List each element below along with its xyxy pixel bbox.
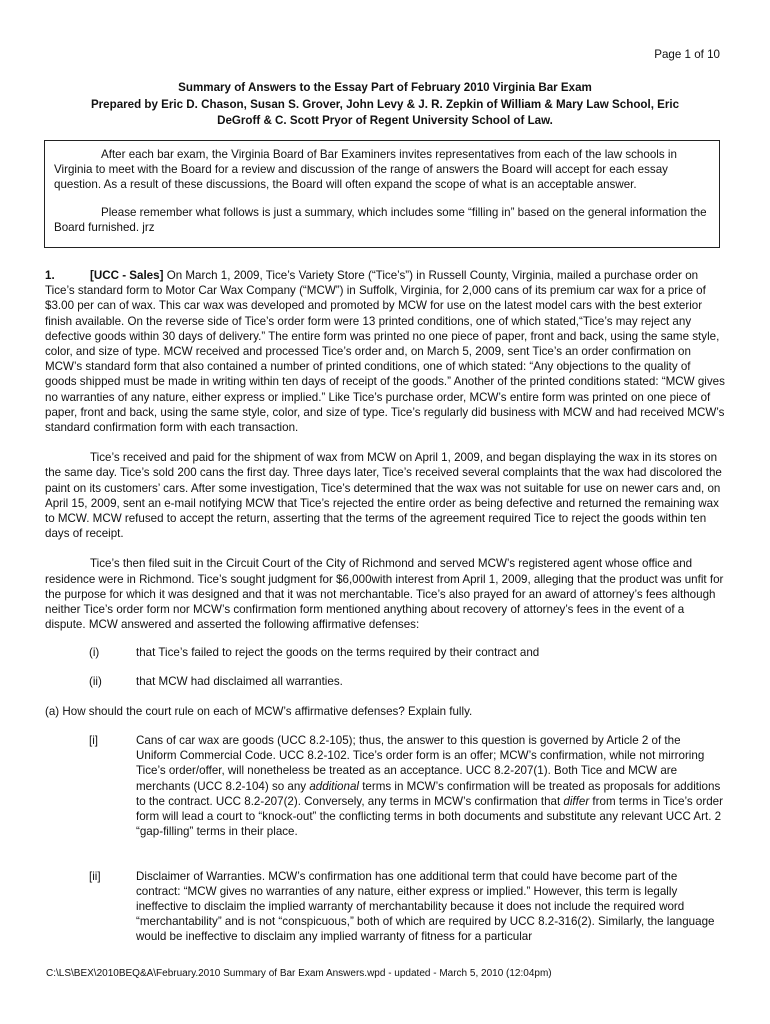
answer-item-ii [45,869,725,945]
answer-text: Cans of car wax are goods (UCC 8.2-105); thus, the answer to this question is governed by Article 2 of the Uniform Commercial Code. UCC 8.2-102. Tice’s order form is an offer; MCW’s confirmation, while not mirroring Tice’s order/offer, will nonetheless be treated as an acceptance. UCC 8.2-207(1). Both Tice and MCW are merchants (UCC 8.2-104) so any additional terms in MCW’s confirmation will be treated as proposals for additions to the contract. UCC 8.2-207(2). Conversely, any terms in MCW’s confirmation that differ from terms in Tice’s order form will lead a court to “knock-out” the conflicting terms in both documents and substitute any relevant UCC Art. 2 “gap-filling” terms in their place. [136,734,723,839]
defense-text: that Tice’s failed to reject the goods on the terms required by their contract and [136,646,540,660]
question-a: (a) How should the court rule on each of MCW’s affirmative defenses? Explain fully. [45,704,473,718]
answer-item-i [45,733,725,839]
question-number: 1. [45,269,55,282]
header-title: Summary of Answers to the Essay Part of February 2010 Virginia Bar Exam [178,81,592,94]
question-topic: [UCC - Sales] [90,269,164,282]
notice-box [44,140,720,248]
defense-item [45,645,725,660]
footer-file-path: C:\LS\BEX\2010BEQ&A\February.2010 Summary of Bar Exam Answers.wpd - updated - March 5, 2010 (12:04pm) [46,968,552,979]
question-1-paragraph-1: On March 1, 2009, Tice’s Variety Store (“Tice’s”) in Russell County, Virginia, mailed a purchase order on Tice’s standard form to Motor Car Wax Company (“MCW”) in Suffolk, Virginia, for 2,000 cans of its premium car wax for a price of $3.00 per can of wax. This car wax was developed and promoted by MCW for use on the latest model cars with the best exterior finish available. On the reverse side of Tice’s order form were 13 printed conditions, one of which stated,“Tice’s may reject any defective goods within 30 days of delivery.” The entire form was printed no one piece of paper, front and back, using the same style, color, and size of type. MCW received and processed Tice’s order and, on March 5, 2009, sent Tice’s an order confirmation on MCW’s standard form that also contained a number of printed conditions, one of which stated: “Any objections to the quality of goods shipped must be made in writing within ten days of receipt of the goods.” Another of the printed conditions stated: “MCW gives no warranties of any nature, either express or implied.” Like Tice’s purchase order, MCW’s entire form was printed on one piece of paper, front and back, using the same style, color, and size of type. Tice’s regularly did business with MCW and had received MCW’s standard confirmation form with each transaction. [45,269,725,435]
answer-label: [ii] [89,869,101,883]
defense-item [45,674,725,689]
emphasis-differ: differ [563,794,590,808]
defense-text: that MCW had disclaimed all warranties. [136,674,343,688]
emphasis-additional: additional [309,779,359,793]
question-1-paragraph-2: Tice’s received and paid for the shipment of wax from MCW on April 1, 2009, and began displaying the wax in its stores on the same day. Tice’s sold 200 cans the first day. Three days later, Tice’s received several complaints that the wax had discolored the paint on its customers’ cars. After some investigation, Tice’s determined that the wax was not suitable for use on newer cars and, on April 15, 2009, sent an e-mail notifying MCW that Tice’s rejected the entire order as being defective and returned the remaining wax to MCW. MCW refused to accept the return, asserting that the terms of the agreement required Tice to reject the goods within ten days of receipt. [45,451,722,541]
header-authors: Prepared by Eric D. Chason, Susan S. Grover, John Levy & J. R. Zepkin of William & Mary Law School, Eric [90,97,680,111]
answer-label: [i] [89,734,99,748]
notice-paragraph-1: After each bar exam, the Virginia Board of Bar Examiners invites representatives from each of the law schools in Virginia to meet with the Board for a review and discussion of the range of answers the Board will accept for each essay question. As a result of these discussions, the Board will often expand the scope of what is an acceptable answer. [54,148,677,192]
defense-label: (i) [89,646,100,660]
defense-label: (ii) [89,674,102,688]
question-1-section [45,268,725,945]
question-1-intro [45,268,725,435]
question-1-paragraph-3: Tice’s then filed suit in the Circuit Court of the City of Richmond and served MCW’s registered agent whose office and residence were in Richmond. Tice’s sought judgment for $6,000with interest from April 1, 2009, alleging that the product was unfit for the purpose for which it was designed and that it was not merchantable. Tice’s also prayed for an award of attorney’s fees although neither Tice’s order form nor MCW’s confirmation form mentioned anything about recovery of attorney’s fees in the event of a dispute. MCW answered and asserted the following affirmative defenses: [45,557,724,632]
header-authors-cont: DeGroff & C. Scott Pryor of Regent University School of Law. [217,114,553,127]
document-header [40,80,730,130]
answer-text: Disclaimer of Warranties. MCW’s confirmation has one additional term that could have become part of the contract: “MCW gives no warranties of any nature, either express or implied.” However, this term is legally ineffective to disclaim the implied warranty of merchantability because it does not include the required word “merchantability” and is not “conspicuous,” both of which are required by UCC 8.2-316(2). Similarly, the language would be ineffective to disclaim any implied warranty of fitness for a particular [136,869,715,944]
page-number: Page 1 of 10 [654,48,720,61]
notice-paragraph-2: Please remember what follows is just a summary, which includes some “filling in” based on the general information the Board furnished. jrz [54,205,707,234]
